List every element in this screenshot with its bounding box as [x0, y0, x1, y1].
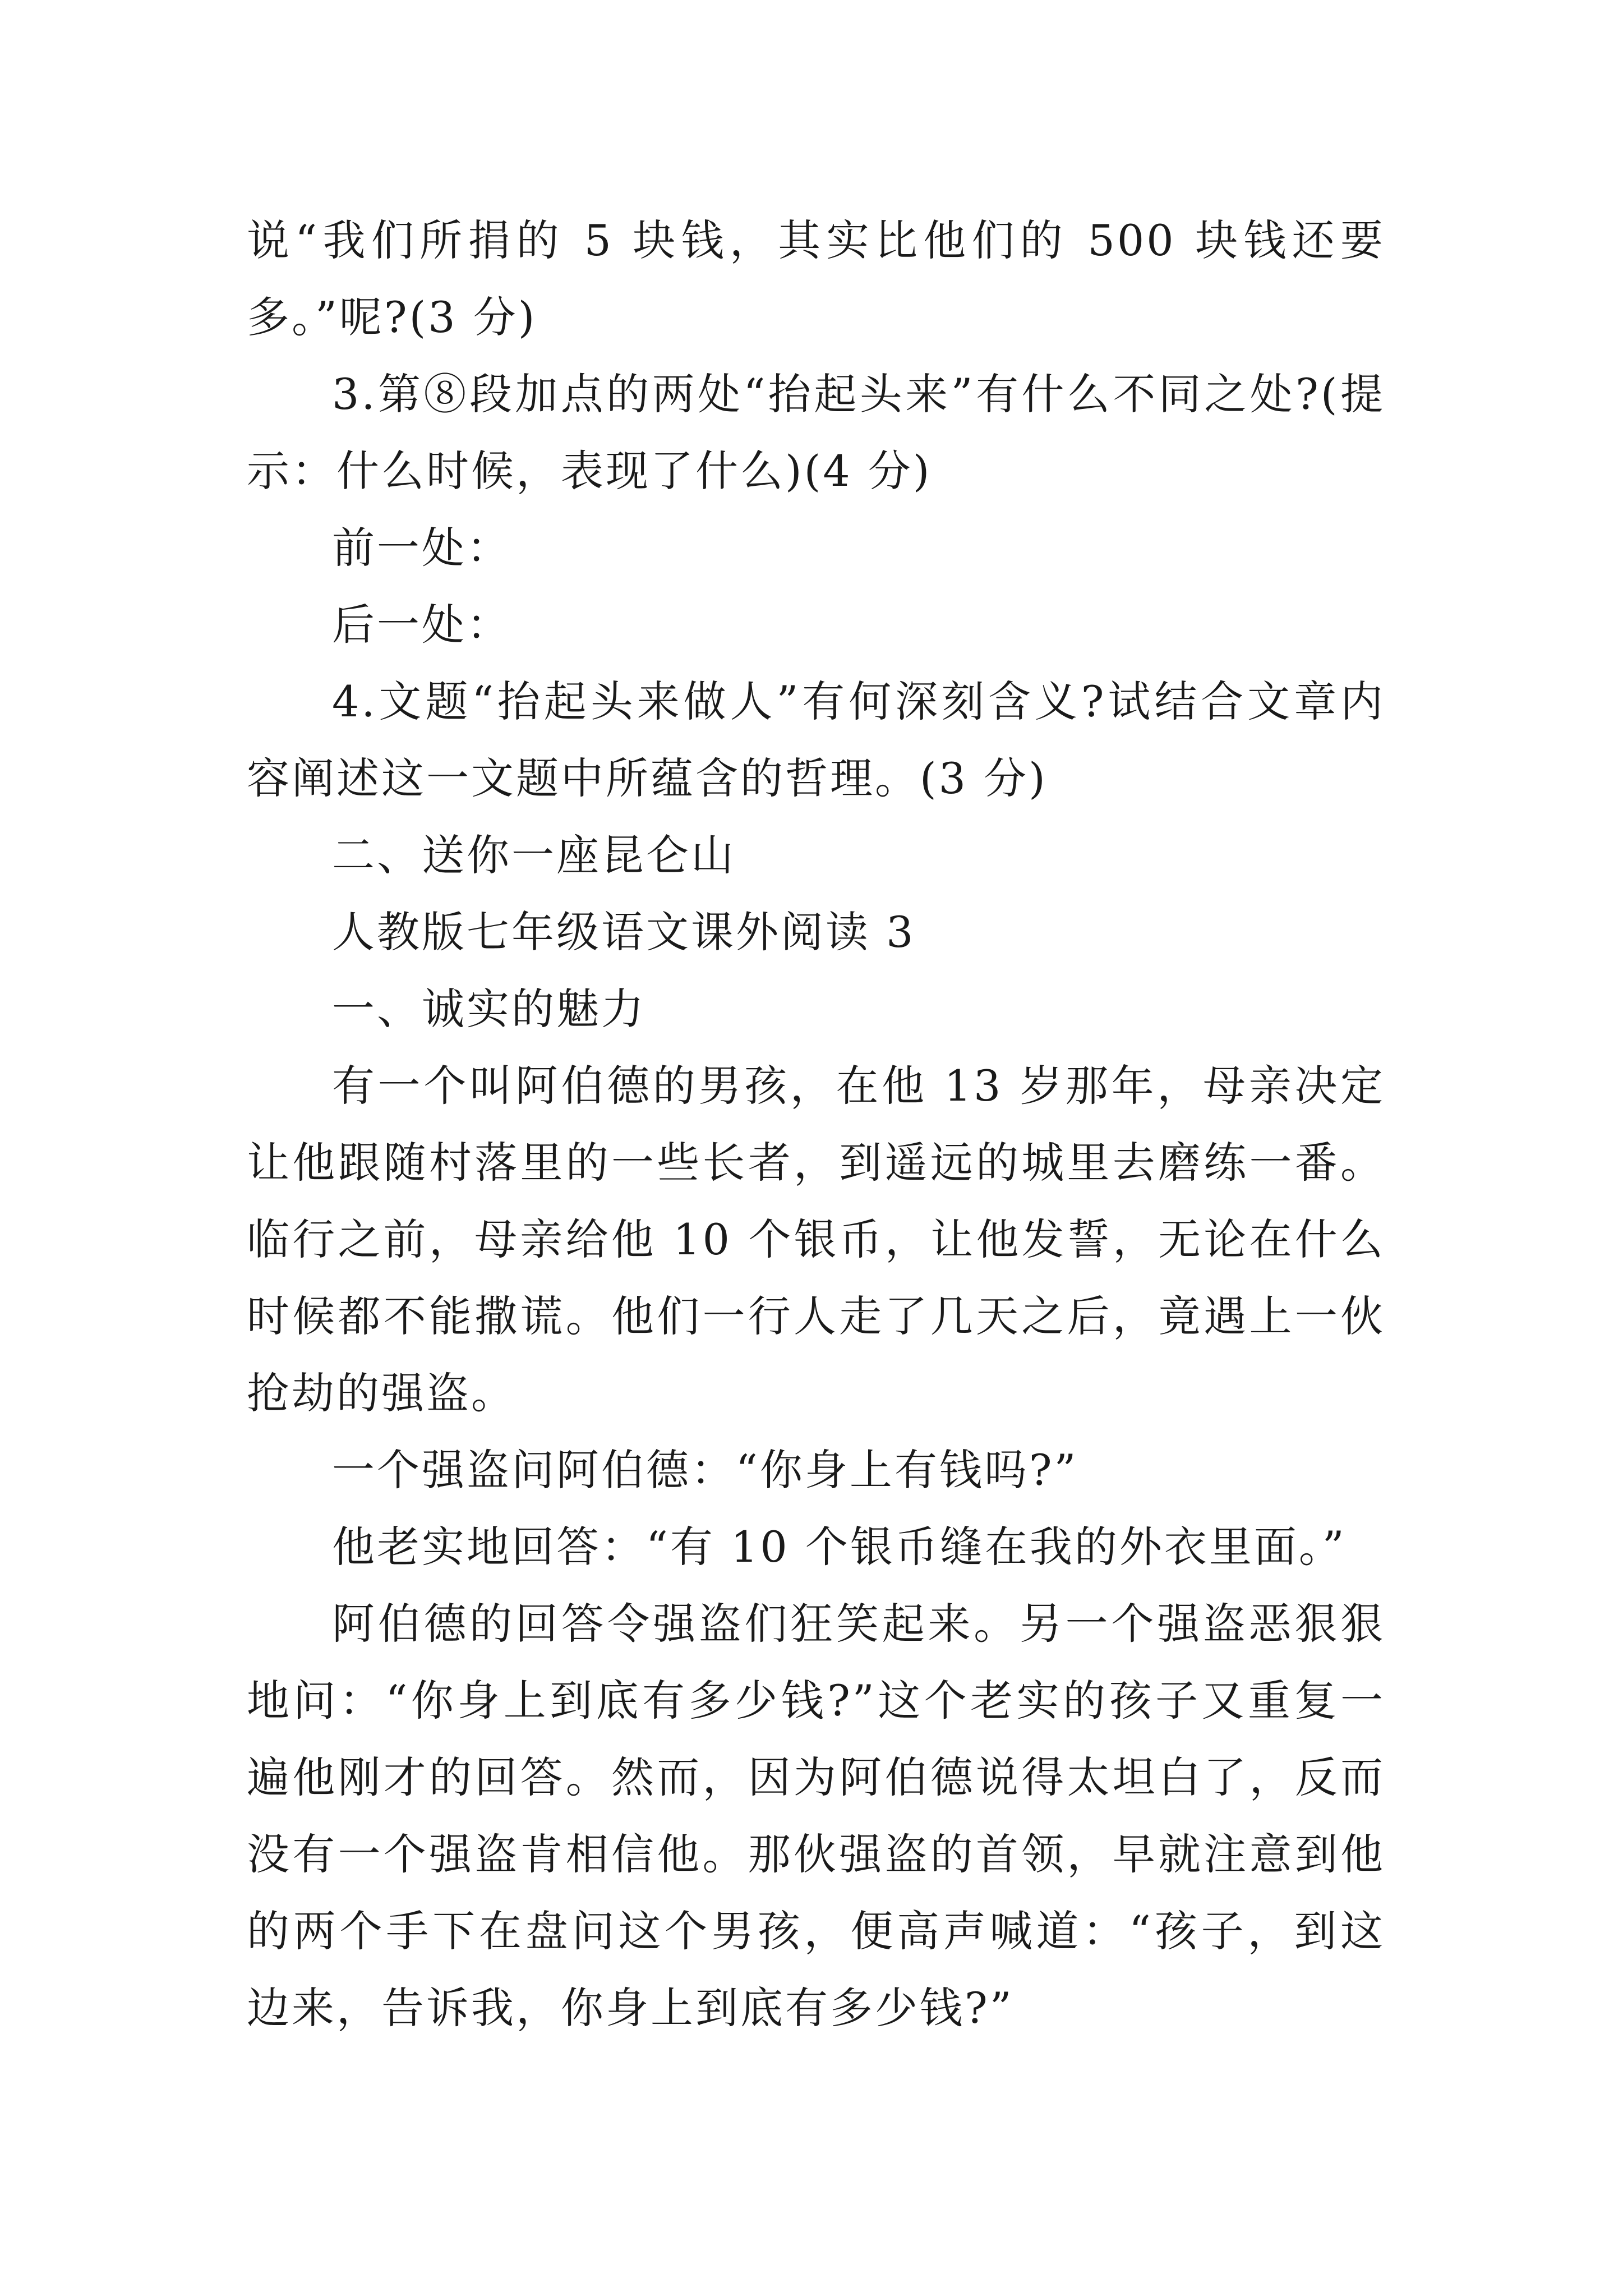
answer-second-place: 后一处： — [332, 600, 511, 650]
paragraph-continuation: 说“我们所捐的 5 块钱，其实比他们的 500 块钱还要多。”呢?(3 分) — [247, 215, 1385, 342]
document-body — [247, 202, 1385, 2046]
question-4: 4.文题“抬起头来做人”有何深刻含义?试结合文章内容阐述这一文题中所蕴含的哲理。(3 分) — [247, 677, 1385, 803]
story-dialogue-2: 他老实地回答：“有 10 个银币缝在我的外衣里面。” — [332, 1522, 1347, 1572]
story-dialogue-1: 一个强盗问阿伯德：“你身上有钱吗?” — [332, 1445, 1078, 1495]
question-3: 3.第⑧段加点的两处“抬起头来”有什么不同之处?(提示：什么时候，表现了什么)(4 分) — [247, 369, 1385, 496]
story-paragraph-1: 有一个叫阿伯德的男孩，在他 13 岁那年，母亲决定让他跟随村落里的一些长者，到遥远的城里去磨练一番。临行之前，母亲给他 10 个银币，让他发誓，无论在什么时候都不能撒谎。他们一行人走了几天之后，竟遇上一伙抢劫的强盗。 — [247, 1061, 1385, 1418]
reading-title: 人教版七年级语文课外阅读 3 — [332, 907, 916, 957]
answer-first-place: 前一处： — [332, 523, 511, 573]
story-paragraph-2: 阿伯德的回答令强盗们狂笑起来。另一个强盗恶狠狠地问：“你身上到底有多少钱?”这个老实的孩子又重复一遍他刚才的回答。然而，因为阿伯德说得太坦白了，反而没有一个强盗肯相信他。那伙强盗的首领，早就注意到他的两个手下在盘问这个男孩，便高声喊道：“孩子，到这边来，告诉我，你身上到底有多少钱?” — [247, 1599, 1385, 2033]
section-heading-2: 二、送你一座昆仑山 — [332, 830, 736, 880]
story-title: 一、诚实的魅力 — [332, 984, 646, 1034]
